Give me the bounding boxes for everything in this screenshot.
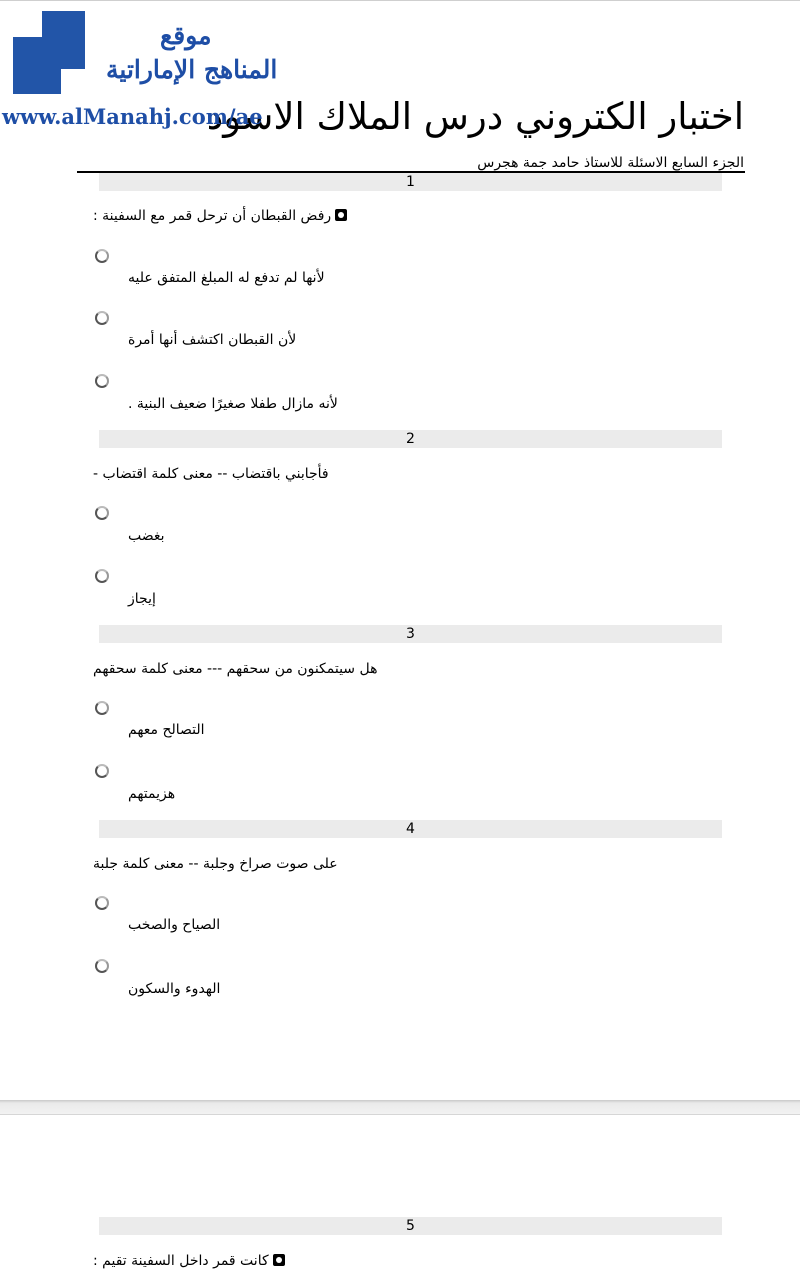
option-radio[interactable] bbox=[95, 896, 109, 910]
question-text: رفض القبطان أن ترحل قمر مع السفينة : bbox=[93, 208, 347, 224]
option-radio[interactable] bbox=[95, 764, 109, 778]
question-text: هل سيتمكنون من سحقهم --- معنى كلمة سحقهم bbox=[93, 661, 378, 677]
option-label: الصياح والصخب bbox=[128, 917, 221, 933]
option-label: لأنه مازال طفلا صغيرًا ضعيف البنية . bbox=[128, 396, 338, 412]
page-subtitle: الجزء السابع الاسئلة للاستاذ حامد جمة هجرس bbox=[477, 155, 744, 171]
page-title: اختبار الكتروني درس الملاك الاسود bbox=[206, 95, 744, 138]
question-number-bar: 4 bbox=[99, 820, 722, 838]
logo-block-bottom bbox=[13, 69, 61, 94]
question-number-bar: 3 bbox=[99, 625, 722, 643]
question-number-bar: 5 bbox=[99, 1217, 722, 1235]
option-label: التصالح معهم bbox=[128, 722, 205, 738]
question-marker-icon bbox=[335, 209, 347, 221]
document-page-2 bbox=[0, 1115, 800, 1280]
option-radio[interactable] bbox=[95, 374, 109, 388]
option-label: لأنها لم تدفع له المبلغ المتفق عليه bbox=[128, 270, 325, 286]
option-label: بغضب bbox=[128, 528, 165, 544]
question-number-bar: 2 bbox=[99, 430, 722, 448]
question-marker-icon bbox=[273, 1254, 285, 1266]
option-radio[interactable] bbox=[95, 506, 109, 520]
logo-block-middle bbox=[13, 37, 85, 69]
question-number-bar: 1 bbox=[99, 173, 722, 191]
option-label: الهدوء والسكون bbox=[128, 981, 221, 997]
logo-line-2: المناهج الإماراتية bbox=[106, 55, 278, 84]
question-text: كانت قمر داخل السفينة تقيم : bbox=[93, 1253, 285, 1269]
option-radio[interactable] bbox=[95, 959, 109, 973]
option-radio[interactable] bbox=[95, 569, 109, 583]
option-radio[interactable] bbox=[95, 311, 109, 325]
question-text: على صوت صراخ وجلبة -- معنى كلمة جلبة bbox=[93, 856, 338, 872]
option-label: لأن القبطان اكتشف أنها أمرة bbox=[128, 332, 297, 348]
option-radio[interactable] bbox=[95, 701, 109, 715]
option-label: هزيمتهم bbox=[128, 786, 176, 802]
logo-line-1: موقع bbox=[160, 21, 212, 50]
option-label: إيجاز bbox=[128, 591, 156, 607]
option-radio[interactable] bbox=[95, 249, 109, 263]
logo-website: www.alManahj.com/ae bbox=[2, 104, 263, 129]
question-text: فأجابني باقتضاب -- معنى كلمة اقتضاب - bbox=[93, 466, 329, 482]
page-separator bbox=[0, 1100, 800, 1115]
